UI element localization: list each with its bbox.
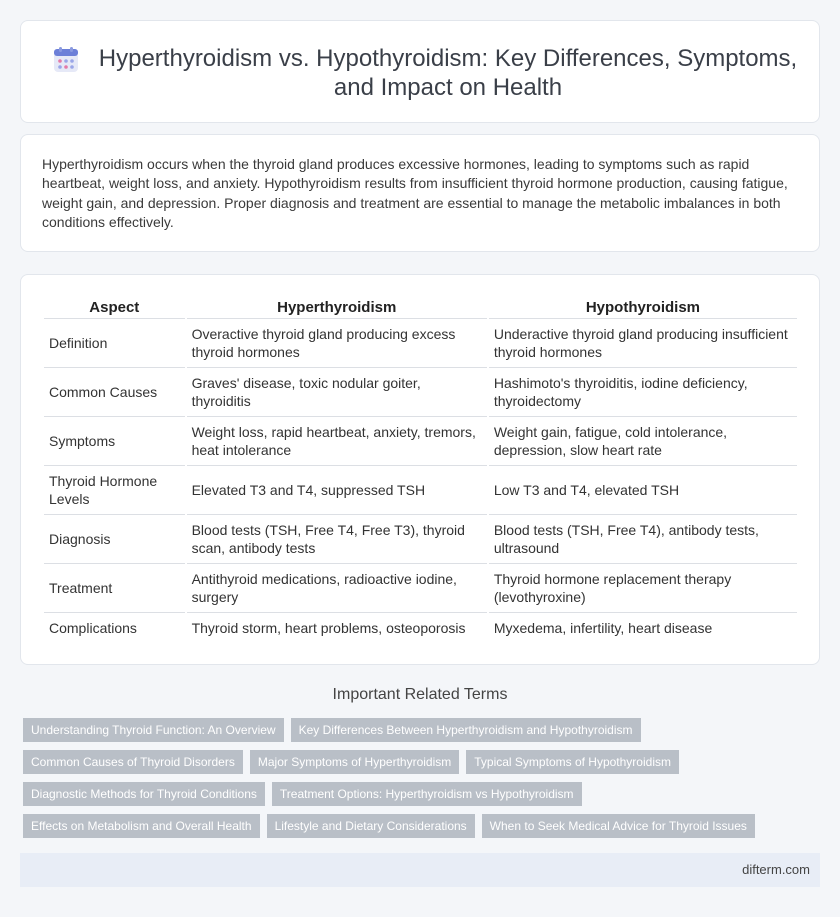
related-terms-list	[23, 718, 803, 846]
related-term-link[interactable]: When to Seek Medical Advice for Thyroid Issues	[482, 814, 755, 838]
intro-text: Hyperthyroidism occurs when the thyroid gland produces excessive hormones, leading to symptoms such as rapid heartbeat, weight loss, and anxiety. Hypothyroidism results from insufficient thyroid hormone production, causing fatigue, weight gain, and depression. Proper diagnosis and treatment are essential to manage the metabolic imbalances in both conditions effectively.	[42, 156, 788, 231]
related-term-link[interactable]: Lifestyle and Dietary Considerations	[267, 814, 475, 838]
table-row	[44, 564, 797, 613]
cell-aspect: Definition	[44, 319, 185, 368]
cell-aspect: Common Causes	[44, 368, 185, 417]
cell-aspect: Thyroid Hormone Levels	[44, 466, 185, 515]
related-term-link[interactable]: Diagnostic Methods for Thyroid Conditions	[23, 782, 265, 806]
cell-hypo: Thyroid hormone replacement therapy (levothyroxine)	[489, 564, 797, 613]
table-row	[44, 319, 797, 368]
cell-hypo: Blood tests (TSH, Free T4), antibody tests, ultrasound	[489, 515, 797, 564]
cell-aspect: Symptoms	[44, 417, 185, 466]
cell-hyper: Elevated T3 and T4, suppressed TSH	[187, 466, 487, 515]
table-header-row	[44, 293, 797, 319]
comparison-table	[42, 293, 799, 643]
footer-site-link[interactable]: difterm.com	[742, 862, 810, 877]
cell-aspect: Diagnosis	[44, 515, 185, 564]
table-row	[44, 368, 797, 417]
table-row	[44, 466, 797, 515]
header-aspect: Aspect	[44, 293, 185, 319]
calendar-icon	[52, 46, 80, 74]
cell-hyper: Antithyroid medications, radioactive iodine, surgery	[187, 564, 487, 613]
cell-hyper: Weight loss, rapid heartbeat, anxiety, tremors, heat intolerance	[187, 417, 487, 466]
table-row	[44, 613, 797, 643]
cell-hypo: Hashimoto's thyroiditis, iodine deficiency, thyroidectomy	[489, 368, 797, 417]
cell-hypo: Low T3 and T4, elevated TSH	[489, 466, 797, 515]
cell-hyper: Blood tests (TSH, Free T4, Free T3), thyroid scan, antibody tests	[187, 515, 487, 564]
table-row	[44, 417, 797, 466]
related-term-link[interactable]: Effects on Metabolism and Overall Health	[23, 814, 260, 838]
header-hypothyroidism: Hypothyroidism	[489, 293, 797, 319]
cell-hypo: Underactive thyroid gland producing insufficient thyroid hormones	[489, 319, 797, 368]
related-terms-heading: Important Related Terms	[332, 686, 508, 703]
cell-hyper: Overactive thyroid gland producing excess thyroid hormones	[187, 319, 487, 368]
related-term-link[interactable]: Typical Symptoms of Hypothyroidism	[466, 750, 679, 774]
header-hyperthyroidism: Hyperthyroidism	[187, 293, 487, 319]
cell-hyper: Graves' disease, toxic nodular goiter, thyroiditis	[187, 368, 487, 417]
cell-aspect: Complications	[49, 620, 137, 636]
cell-hypo: Weight gain, fatigue, cold intolerance, depression, slow heart rate	[489, 417, 797, 466]
related-term-link[interactable]: Treatment Options: Hyperthyroidism vs Hypothyroidism	[272, 782, 582, 806]
header-card	[20, 20, 820, 123]
related-term-link[interactable]: Key Differences Between Hyperthyroidism and Hypothyroidism	[291, 718, 641, 742]
footer	[20, 853, 820, 887]
page-title: Hyperthyroidism vs. Hypothyroidism: Key Differences, Symptoms, and Impact on Health	[98, 45, 798, 101]
cell-hyper: Thyroid storm, heart problems, osteoporosis	[191, 620, 466, 636]
related-term-link[interactable]: Common Causes of Thyroid Disorders	[23, 750, 243, 774]
cell-aspect: Treatment	[44, 564, 185, 613]
related-term-link[interactable]: Major Symptoms of Hyperthyroidism	[250, 750, 459, 774]
cell-hypo: Myxedema, infertility, heart disease	[493, 620, 713, 636]
intro-card	[20, 134, 820, 252]
comparison-card	[20, 274, 820, 665]
table-row	[44, 515, 797, 564]
related-term-link[interactable]: Understanding Thyroid Function: An Overview	[23, 718, 284, 742]
